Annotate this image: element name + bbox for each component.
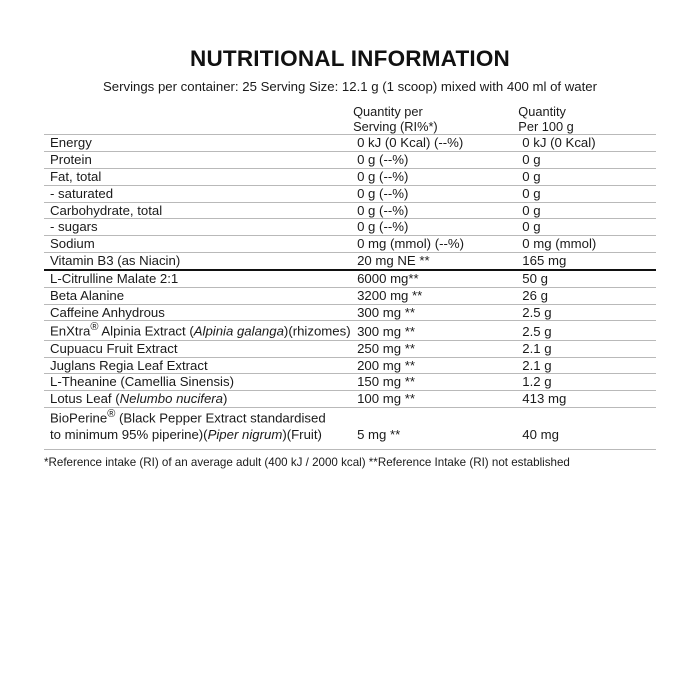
cell-nutrient-name: L-Citrulline Malate 2:1 <box>50 270 179 286</box>
table-row <box>44 391 656 408</box>
cell-quantity-per-100g: 413 mg <box>518 391 656 408</box>
cell-quantity-per-100g: 2.1 g <box>518 340 656 357</box>
table-row <box>44 236 656 253</box>
table-row <box>44 304 656 321</box>
table-row <box>44 185 656 202</box>
cell-nutrient-name: Caffeine Anhydrous <box>44 304 353 321</box>
cell-quantity-per-100g: 26 g <box>518 287 656 304</box>
table-row <box>44 152 656 169</box>
cell-quantity-per-100g: 0 mg (mmol) <box>518 236 656 253</box>
cell-quantity-per-serving: 150 mg ** <box>353 374 518 391</box>
cell-quantity-per-serving: 20 mg NE ** <box>353 253 518 270</box>
cell-nutrient-name: Protein <box>44 152 353 169</box>
cell-nutrient-name: Juglans Regia Leaf Extract <box>44 357 353 374</box>
cell-quantity-per-serving: 0 g (--%) <box>353 219 518 236</box>
cell-nutrient-name: Fat, total <box>44 168 353 185</box>
cell-quantity-per-serving: 0 g (--%) <box>353 202 518 219</box>
cell-quantity-per-serving: 250 mg ** <box>353 340 518 357</box>
cell-quantity-per-100g: 0 g <box>518 152 656 169</box>
cell-quantity-per-100g: 0 g <box>518 219 656 236</box>
column-header-serving-line1: Quantity per <box>353 104 423 119</box>
cell-quantity-per-serving: 0 g (--%) <box>353 152 518 169</box>
servings-line: Servings per container: 25 Serving Size: 12.1 g (1 scoop) mixed with 400 ml of water <box>102 79 598 94</box>
column-header-per100-line1: Quantity <box>518 104 566 119</box>
cell-quantity-per-100g: 1.2 g <box>518 374 656 391</box>
table-row <box>44 357 656 374</box>
column-header-per100-line2: Per 100 g <box>518 119 574 135</box>
column-header-nutrient <box>44 104 353 135</box>
cell-quantity-per-100g: 2.1 g <box>518 357 656 374</box>
cell-nutrient-name: - saturated <box>44 185 353 202</box>
column-header-serving-line2: Serving (RI%*) <box>353 119 438 135</box>
cell-nutrient-name: Lotus Leaf (Nelumbo nucifera) <box>44 391 353 408</box>
cell-nutrient-name: Carbohydrate, total <box>44 202 353 219</box>
cell-nutrient-name: Energy <box>44 135 353 152</box>
cell-quantity-per-serving: 300 mg ** <box>353 304 518 321</box>
cell-quantity-per-serving: 200 mg ** <box>353 357 518 374</box>
table-row <box>44 219 656 236</box>
cell-nutrient-name: EnXtra® Alpinia Extract (Alpinia galanga)(rhizomes) <box>44 321 353 340</box>
cell-quantity-per-100g: 0 kJ (0 Kcal) <box>518 135 656 152</box>
cell-quantity-per-100g: 50 g <box>522 270 548 286</box>
nutrition-table <box>44 104 656 443</box>
cell-quantity-per-serving: 300 mg ** <box>353 321 518 340</box>
cell-quantity-per-100g: 0 g <box>518 185 656 202</box>
cell-nutrient-name: L-Theanine (Camellia Sinensis) <box>44 374 353 391</box>
cell-quantity-per-100g: 165 mg <box>518 253 656 270</box>
cell-quantity-per-serving: 6000 mg** <box>357 270 419 286</box>
page-title: NUTRITIONAL INFORMATION <box>190 46 510 71</box>
cell-quantity-per-serving: 3200 mg ** <box>353 287 518 304</box>
footnote: *Reference intake (RI) of an average adult (400 kJ / 2000 kcal) **Reference Intake (RI) not established <box>44 449 656 469</box>
cell-quantity-per-serving: 5 mg ** <box>353 408 518 444</box>
cell-quantity-per-100g: 0 g <box>518 202 656 219</box>
table-body <box>44 135 656 444</box>
cell-nutrient-name: Beta Alanine <box>44 287 353 304</box>
table-row <box>44 321 656 340</box>
cell-nutrient-name: Cupuacu Fruit Extract <box>44 340 353 357</box>
column-header-quantity-per-serving <box>353 104 518 135</box>
table-row <box>44 408 656 444</box>
table-row <box>44 135 656 152</box>
cell-quantity-per-100g: 40 mg <box>518 408 656 444</box>
table-row <box>44 340 656 357</box>
table-row <box>44 202 656 219</box>
column-header-quantity-per-100g <box>518 104 656 135</box>
table-row <box>44 374 656 391</box>
cell-nutrient-name: Sodium <box>44 236 353 253</box>
cell-nutrient-name: - sugars <box>44 219 353 236</box>
table-header-row <box>44 104 656 135</box>
table-row <box>44 168 656 185</box>
cell-quantity-per-100g: 2.5 g <box>518 321 656 340</box>
cell-quantity-per-serving: 0 g (--%) <box>353 168 518 185</box>
cell-quantity-per-serving: 100 mg ** <box>353 391 518 408</box>
cell-nutrient-name: Vitamin B3 (as Niacin) <box>44 253 353 270</box>
cell-quantity-per-serving: 0 kJ (0 Kcal) (--%) <box>353 135 518 152</box>
table-row <box>44 253 656 270</box>
cell-quantity-per-100g: 2.5 g <box>518 304 656 321</box>
table-row <box>44 287 656 304</box>
table-header <box>44 104 656 135</box>
cell-quantity-per-serving: 0 mg (mmol) (--%) <box>353 236 518 253</box>
cell-quantity-per-100g: 0 g <box>518 168 656 185</box>
cell-quantity-per-serving: 0 g (--%) <box>353 185 518 202</box>
cell-nutrient-name: BioPerine® (Black Pepper Extract standardised to minimum 95% piperine)(Piper nigrum)(Fruit) <box>44 408 353 444</box>
table-row <box>44 270 656 287</box>
